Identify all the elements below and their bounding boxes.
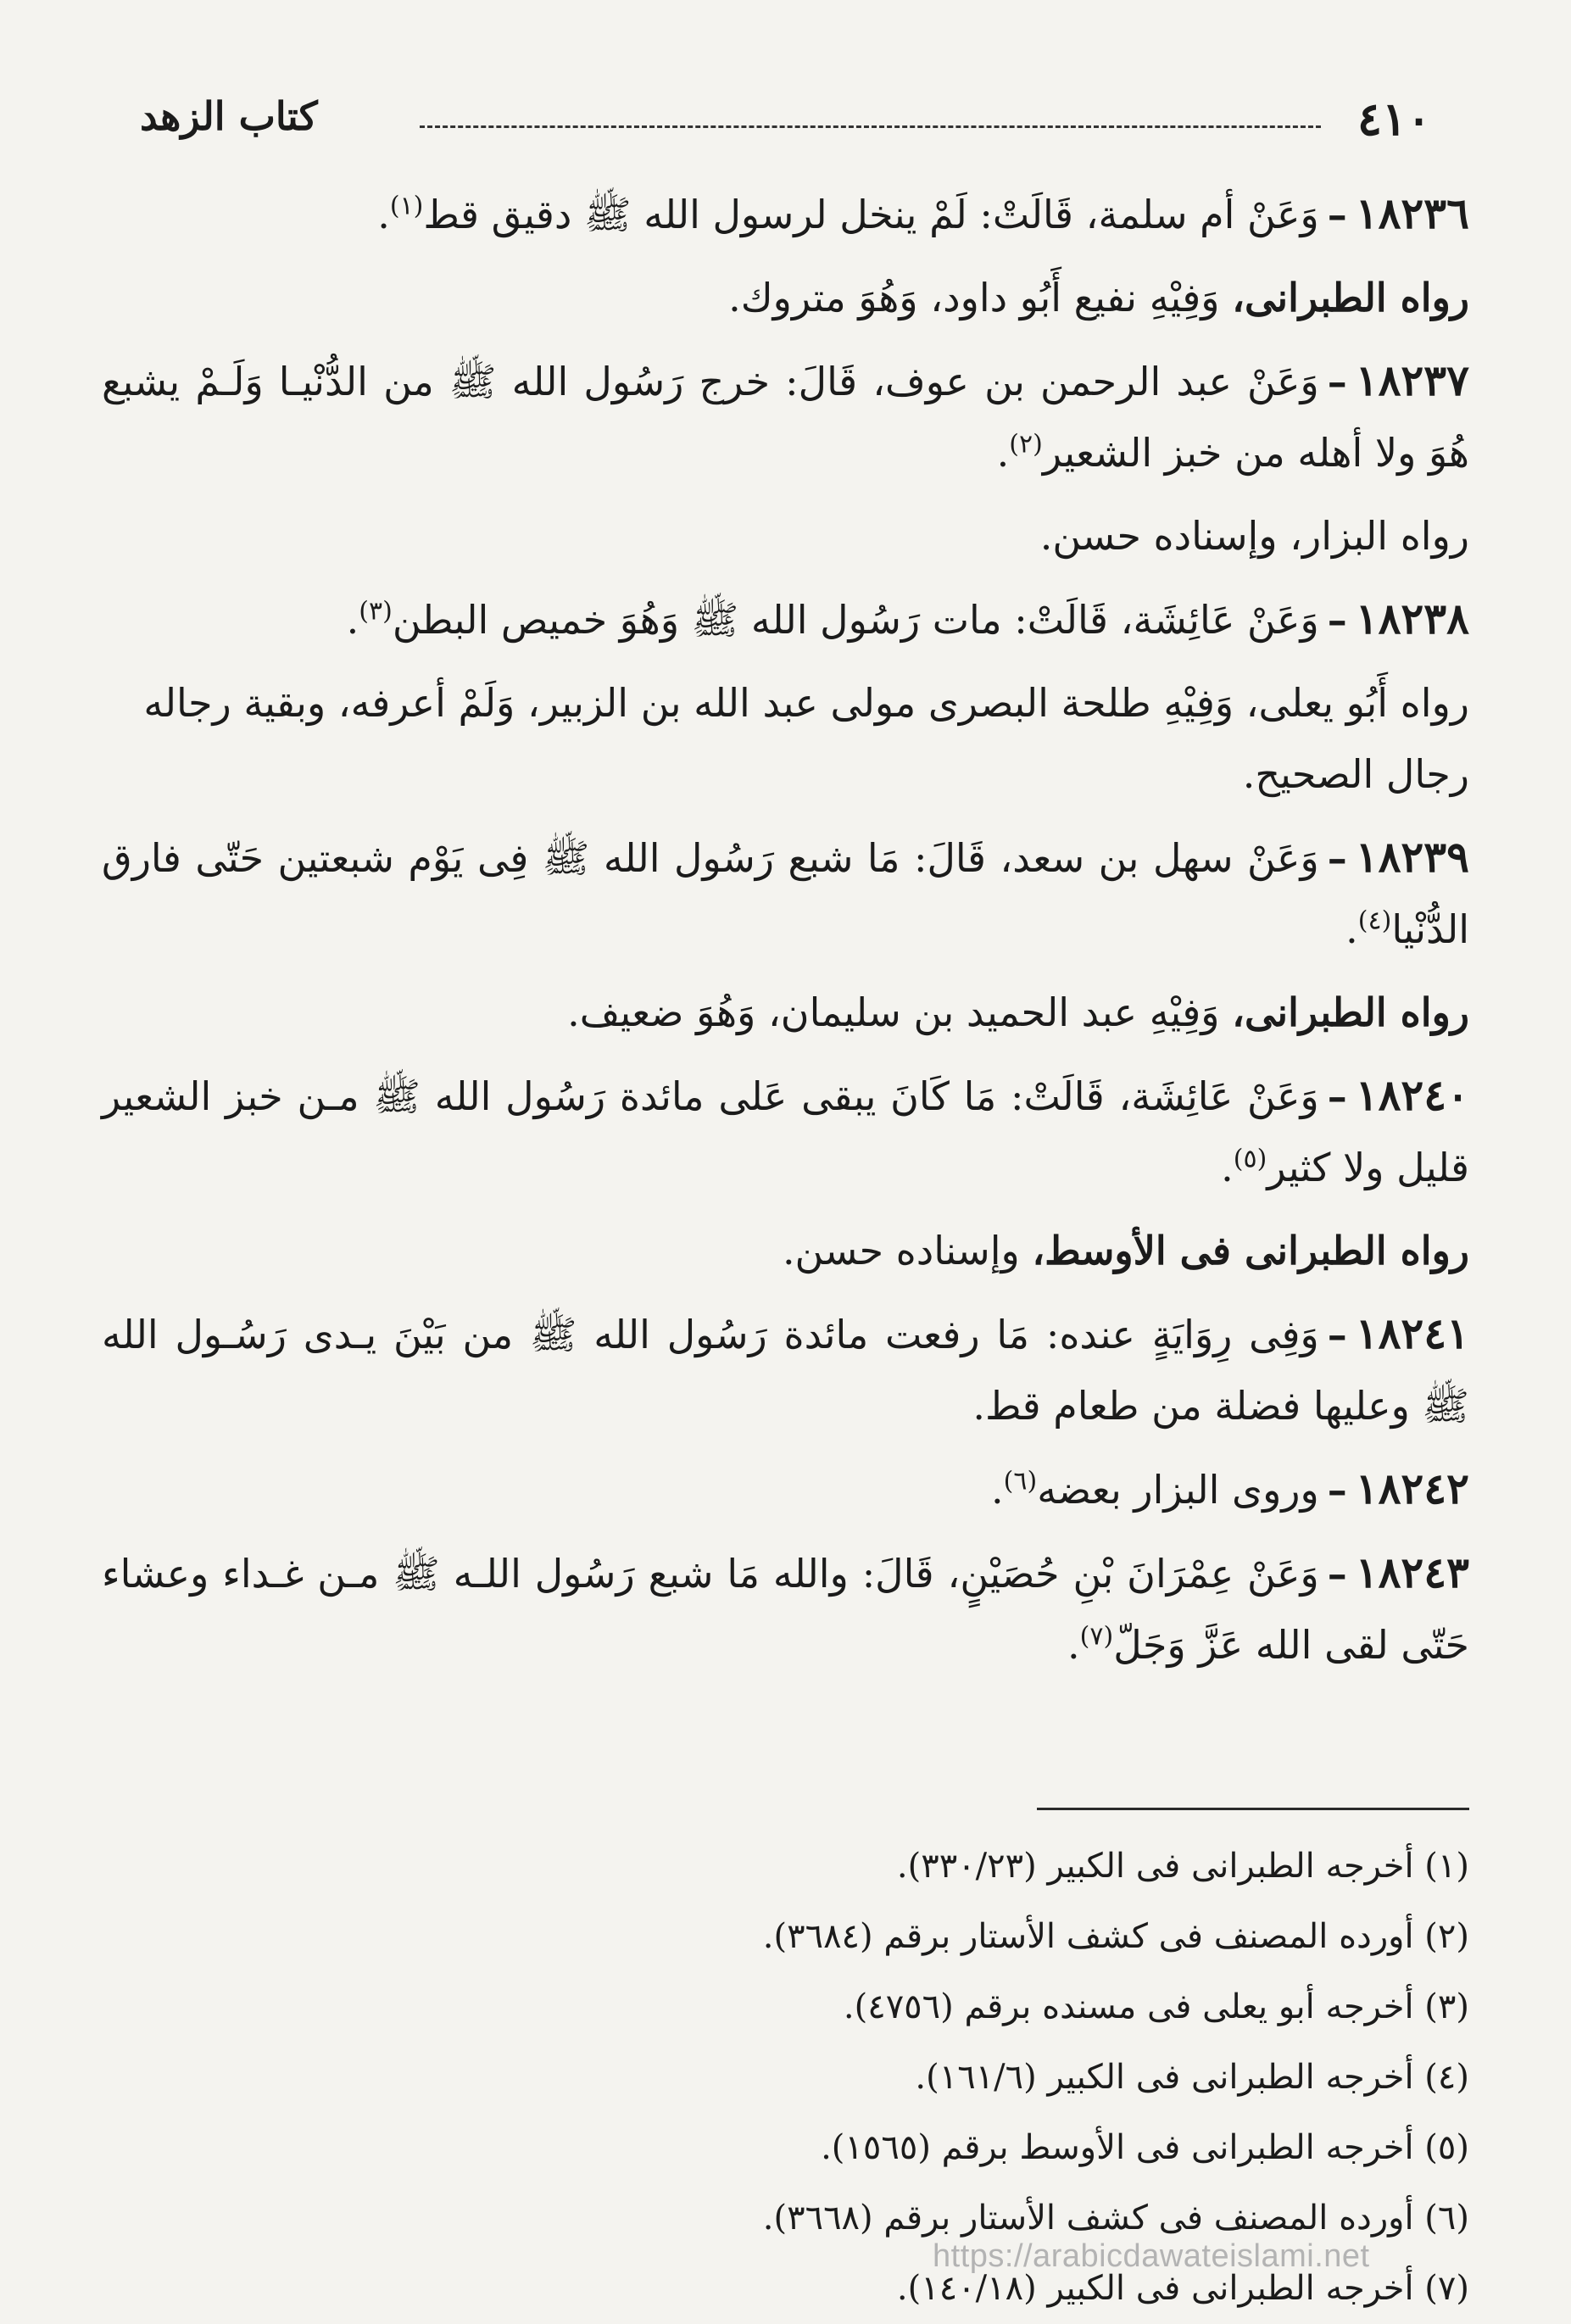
hadith-entry <box>102 1537 1469 1680</box>
hadith-text: وَعَنْ عَائِشَة، قَالَتْ: مَا كَانَ يبقى عَلى مائدة رَسُول الله ﷺ مـن خبز الشعير قليل ولا كثير <box>102 1073 1469 1190</box>
source-note-text: وَفِيْهِ نفيع أَبُو داود، وَهُوَ متروك. <box>728 275 1233 320</box>
hadith-text: وَفِى رِوَايَةٍ عنده: مَا رفعت مائدة رَسُول الله ﷺ من بَيْنَ يـدى رَسُـول الله ﷺ وعليها فضلة من طعام قط. <box>102 1312 1469 1429</box>
footnote-reference: (٢) <box>1009 429 1043 460</box>
hadith-text: وَعَنْ عَائِشَة، قَالَتْ: مات رَسُول الله ﷺ وَهُوَ خميص البطن <box>392 597 1319 643</box>
hadith-text: وروى البزار بعضه <box>1037 1467 1319 1513</box>
header-dashed-rule <box>420 125 1321 128</box>
hadith-text: وَعَنْ أم سلمة، قَالَتْ: لَمْ ينخل لرسول الله ﷺ دقيق قط <box>423 192 1319 237</box>
footnote-reference: (٦) <box>1003 1466 1038 1496</box>
hadith-number: ١٨٢٤٣ <box>1355 1547 1469 1597</box>
entry-dash: – <box>1327 1312 1347 1357</box>
source-note-text: رواه أَبُو يعلى، وَفِيْهِ طلحة البصرى مولى عبد الله بن الزبير، وَلَمْ أعرفه، وبقية رجاله رجال الصحيح. <box>143 680 1469 797</box>
hadith-number: ١٨٢٣٩ <box>1355 832 1469 882</box>
hadith-end: . <box>996 430 1010 476</box>
footnote-item: (٣) أخرجه أبو يعلى فى مسنده برقم (٤٧٥٦). <box>843 1987 1469 2026</box>
source-note-text: وَفِيْهِ عبد الحميد بن سليمان، وَهُوَ ضعيف. <box>567 989 1233 1035</box>
footnote-reference: (٤) <box>1357 906 1392 936</box>
hadith-number: ١٨٢٤٠ <box>1355 1070 1469 1120</box>
hadith-end: . <box>377 192 390 237</box>
source-note <box>102 262 1469 333</box>
footnote-item: (٥) أخرجه الطبرانى فى الأوسط برقم (١٥٦٥). <box>821 2128 1469 2167</box>
hadith-text: وَعَنْ عِمْرَانَ بْنِ حُصَيْنٍ، قَالَ: والله مَا شبع رَسُول اللـه ﷺ مـن غـداء وعشاء حَتّى لقى الله عَزَّ وَجَلّ <box>102 1551 1469 1668</box>
footnote-reference: (٧) <box>1079 1621 1114 1652</box>
hadith-entry <box>102 583 1469 655</box>
source-note-bold: رواه الطبرانى، <box>1232 275 1469 320</box>
footnote-separator <box>1037 1808 1469 1810</box>
hadith-entry <box>102 178 1469 250</box>
hadith-number: ١٨٢٤١ <box>1355 1308 1469 1358</box>
hadith-text: وَعَنْ سهل بن سعد، قَالَ: مَا شبع رَسُول الله ﷺ فِى يَوْم شبعتين حَتّى فارق الدُّنْيا <box>102 835 1469 952</box>
hadith-end: . <box>346 597 359 643</box>
hadith-end: . <box>1067 1622 1080 1668</box>
source-note-bold: رواه الطبرانى، <box>1232 989 1469 1035</box>
hadith-number: ١٨٢٣٦ <box>1355 188 1469 238</box>
hadith-end: . <box>1345 906 1358 952</box>
book-title: كتاب الزهد <box>140 93 318 139</box>
source-note <box>102 1215 1469 1286</box>
footnote-item: (١) أخرجه الطبرانى فى الكبير (٣٣٠/٢٣). <box>896 1847 1469 1886</box>
entry-dash: – <box>1327 1467 1347 1513</box>
footnote-item: (٧) أخرجه الطبرانى فى الكبير (١٤٠/١٨). <box>896 2269 1469 2308</box>
website-watermark: https://arabicdawateislami.net <box>933 2238 1370 2274</box>
hadith-entry <box>102 822 1469 965</box>
footnote-reference: (٥) <box>1233 1144 1267 1174</box>
entry-dash: – <box>1327 597 1347 643</box>
main-text <box>102 178 1469 1692</box>
hadith-entry <box>102 1060 1469 1203</box>
footnote-reference: (١) <box>389 191 424 221</box>
page-number: ٤١٠ <box>1357 92 1431 146</box>
hadith-entry <box>102 1453 1469 1525</box>
entry-dash: – <box>1327 1073 1347 1119</box>
page-header <box>140 92 1431 151</box>
hadith-number: ١٨٢٣٨ <box>1355 594 1469 644</box>
footnote-item: (٢) أورده المصنف فى كشف الأستار برقم (٣٦٨٤). <box>762 1917 1469 1956</box>
hadith-end: . <box>1221 1145 1234 1190</box>
hadith-number: ١٨٢٤٢ <box>1355 1463 1469 1513</box>
source-note <box>102 977 1469 1048</box>
source-note-bold: رواه الطبرانى فى الأوسط، <box>1032 1228 1469 1273</box>
hadith-end: . <box>991 1467 1004 1513</box>
entry-dash: – <box>1327 192 1347 237</box>
footnote-item: (٦) أورده المصنف فى كشف الأستار برقم (٣٦٦٨). <box>762 2199 1469 2238</box>
hadith-entry <box>102 345 1469 488</box>
entry-dash: – <box>1327 359 1347 404</box>
footnote-item: (٤) أخرجه الطبرانى فى الكبير (١٦١/٦). <box>915 2058 1469 2097</box>
hadith-entry <box>102 1298 1469 1441</box>
footnote-reference: (٣) <box>359 596 393 627</box>
hadith-number: ١٨٢٣٧ <box>1355 355 1469 405</box>
entry-dash: – <box>1327 1551 1347 1597</box>
source-note <box>102 500 1469 571</box>
hadith-text: وَعَنْ عبد الرحمن بن عوف، قَالَ: خرج رَسُول الله ﷺ من الدُّنْيـا وَلَـمْ يشبع هُوَ ولا أهله من خبز الشعير <box>102 359 1469 476</box>
source-note-text: وإسناده حسن. <box>782 1228 1033 1273</box>
entry-dash: – <box>1327 835 1347 881</box>
source-note-text: رواه البزار، وإسناده حسن. <box>1039 513 1469 559</box>
source-note <box>102 667 1469 810</box>
